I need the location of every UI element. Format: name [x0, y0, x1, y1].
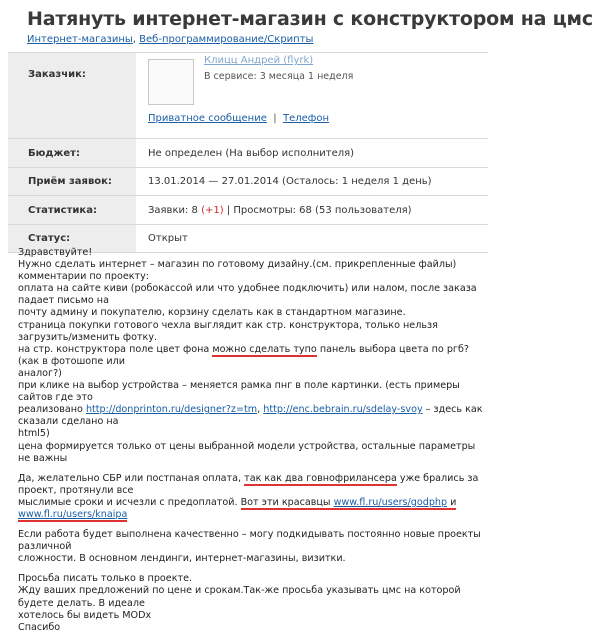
- stats-row: [8, 196, 488, 225]
- customer-row: [8, 53, 488, 139]
- stats-requests: Заявки: 8: [148, 204, 198, 216]
- customer-block: [148, 53, 488, 138]
- customer-service-time: В сервисе: 3 месяца 1 неделя: [204, 71, 354, 82]
- project-info-table: [8, 52, 488, 253]
- budget-row: [8, 139, 488, 168]
- breadcrumb-separator: ,: [132, 34, 136, 45]
- desc-line: html5): [18, 428, 50, 440]
- desc-line: цена формируется только от цены выбранной модели устройства, остальные параметры не важны: [18, 440, 476, 464]
- phone-link[interactable]: Телефон: [282, 113, 329, 124]
- user-link-godphp[interactable]: www.fl.ru/users/godphp: [333, 496, 448, 508]
- intake-label: Приём заявок:: [8, 168, 136, 195]
- status-label: Статус:: [8, 225, 136, 252]
- breadcrumb-category-webprog[interactable]: Веб-программирование/Скрипты: [139, 34, 314, 45]
- desc-line: сложности. В основном лендинги, интернет-магазины, визитки.: [18, 553, 346, 565]
- desc-line: мыслимые сроки и исчезли с предоплатой. Вот эти красавцы www.fl.ru/users/godphp и www.fl.ru/users/knaipa: [18, 496, 457, 520]
- example-link-donprinton[interactable]: http://donprinton.ru/designer?z=tm: [85, 404, 258, 416]
- private-message-link[interactable]: Приватное сообщение: [148, 113, 267, 124]
- stats-separator: |: [226, 204, 231, 216]
- underlined-phrase: так как два говнофрилансера: [244, 472, 397, 484]
- intake-row: [8, 168, 488, 196]
- desc-line: Если работа будет выполнена качественно – могу подкидывать постоянно новые проекты различной: [18, 529, 481, 553]
- desc-line: реализовано http://donprinton.ru/designer?z=tm, http://enc.bebrain.ru/sdelay-svoy – здесь как сказали сделано на: [18, 404, 483, 428]
- desc-line: страница покупки готового чехла выглядит как стр. конструктора, только нельзя загрузить/изменить фотку.: [18, 319, 438, 343]
- desc-line: на стр. конструктора поле цвет фона можно сделать тупо панель выбора цвета по ргб?(как в фотошопе или: [18, 343, 469, 367]
- stats-views: Просмотры: 68 (53 пользователя): [233, 204, 412, 216]
- budget-value: Не определен (На выбор исполнителя): [148, 147, 355, 159]
- desc-line: Нужно сделать интернет – магазин по готовому дизайну.(см. прикрепленные файлы): [18, 259, 457, 271]
- stats-label: Статистика:: [8, 196, 136, 224]
- desc-line: Здравствуйте!: [18, 247, 93, 258]
- desc-line: почту админу и покупателю, корзину сделать как в стандартном магазине.: [18, 307, 406, 319]
- desc-line: Жду ваших предложений по цене и срокам.Так-же просьба указывать цмс на которой будете делать. В идеале: [18, 585, 461, 609]
- project-title: Натянуть интернет-магазин с конструктором на цмс: [27, 8, 593, 30]
- desc-line: при клике на выбор устройства – меняется рамка пнг в поле картинки. (есть примеры сайтов где это: [18, 380, 460, 404]
- example-link-bebrain[interactable]: http://enc.bebrain.ru/sdelay-svoy: [263, 404, 423, 416]
- desc-line: Да, желательно СБР или постпаная оплата, так как два говнофрилансера уже брались за проект, протянули все: [18, 472, 479, 496]
- underlined-phrase: Вот эти красавцы www.fl.ru/users/godphp и www.fl.ru/users/knaipa: [18, 496, 457, 520]
- breadcrumb-category-shops[interactable]: Интернет-магазины: [27, 34, 133, 45]
- intake-value: 13.01.2014 — 27.01.2014 (Осталось: 1 неделя 1 день): [148, 176, 432, 187]
- underlined-phrase: можно сделать тупо: [212, 343, 317, 355]
- desc-line: Просьба писать только в проекте.: [18, 573, 193, 585]
- desc-line: комментарии по проекту:: [18, 271, 150, 283]
- customer-name-link[interactable]: Клицц Андрей (flyrk): [204, 55, 314, 66]
- desc-line: Спасибо: [18, 621, 61, 633]
- breadcrumb: [27, 34, 313, 45]
- project-description: [18, 247, 484, 634]
- avatar[interactable]: [148, 59, 194, 105]
- customer-links: [148, 113, 329, 124]
- links-separator: |: [273, 113, 277, 124]
- desc-line: аналог?): [18, 367, 62, 379]
- budget-label: Бюджет:: [8, 139, 136, 167]
- desc-line: хотелось бы видеть MODx: [18, 609, 152, 621]
- user-link-knaipa[interactable]: www.fl.ru/users/knaipa: [18, 508, 128, 520]
- customer-label: Заказчик:: [8, 53, 136, 138]
- desc-line: оплата на сайте киви (робокассой или что удобнее подключить) или налом, после заказа падает письмо на: [18, 283, 477, 307]
- status-value: Открыт: [148, 233, 188, 244]
- stats-new-requests: (+1): [201, 204, 224, 216]
